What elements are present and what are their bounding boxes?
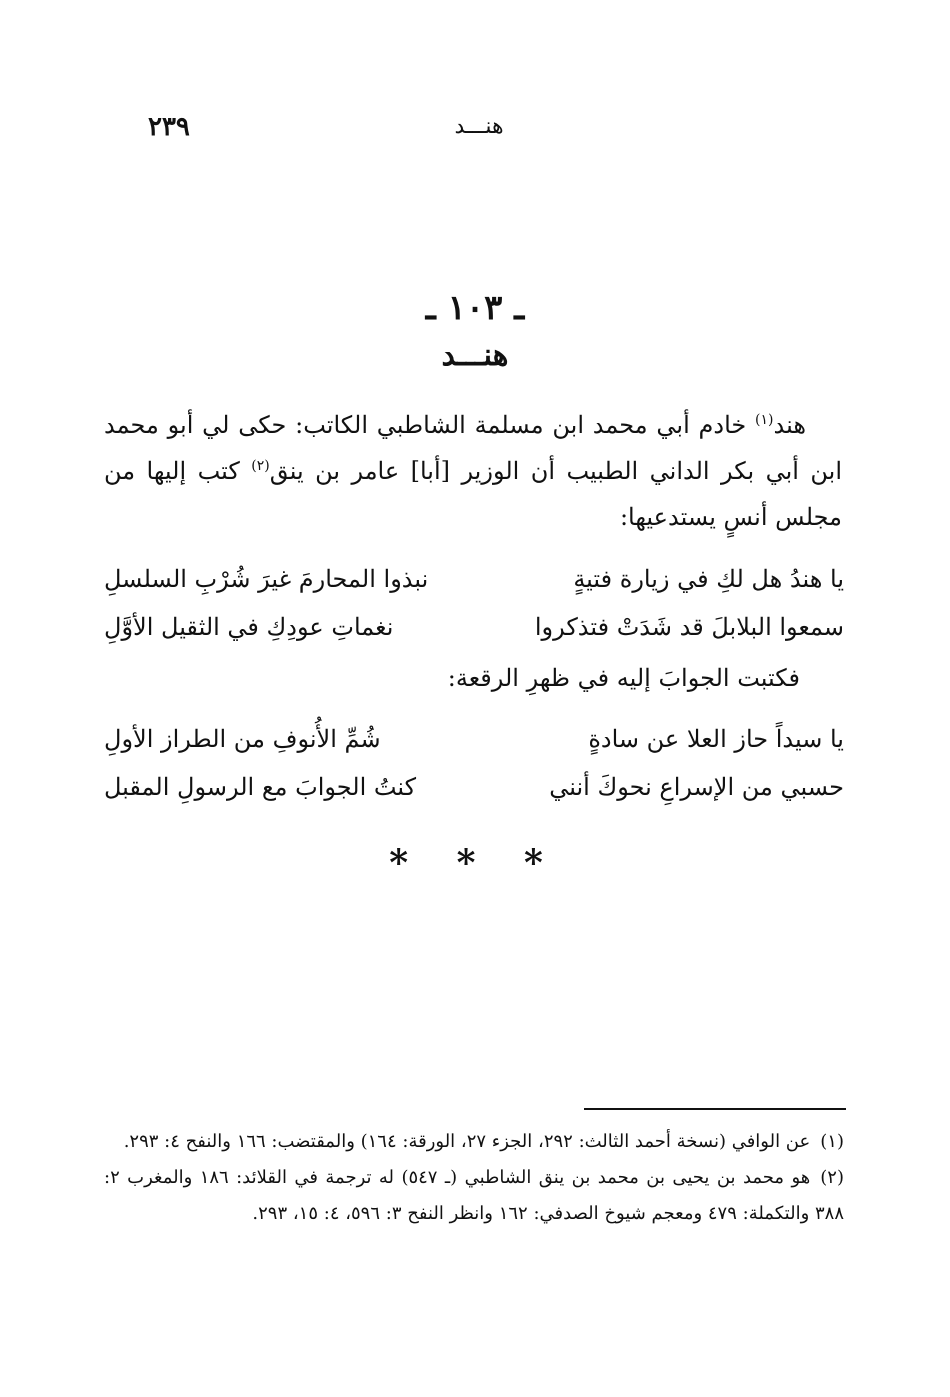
footnote-text: عن الوافي (نسخة أحمد الثالث: ٢٩٢، الجزء ٢٧، الورقة: ١٦٤) والمقتضب: ١٦٦ والنفح ٤: ٢٩٣. xyxy=(123,1131,811,1152)
footnote-number: (١) xyxy=(820,1131,844,1152)
verse-line xyxy=(104,763,844,811)
poem-1 xyxy=(104,555,844,651)
footnote-text: هو محمد بن يحيى بن محمد بن ينق الشاطبي (ـ ٥٤٧) له ترجمة في القلائد: ١٨٦ والمغرب ٢: ٣٨٨ والتكملة: ٤٧٩ ومعجم شيوخ الصدفي: ١٦٢ وانظر النفح ٣: ٥٩٦، ٤: ١٥، ٢٩٣. xyxy=(104,1167,844,1224)
running-head xyxy=(148,112,810,152)
footnote-rule xyxy=(584,1108,846,1110)
hemistich-second: نبذوا المحارمَ غيرَ شُرْبِ السلسلِ xyxy=(104,565,429,593)
hemistich-second: شُمِّ الأُنوفِ من الطراز الأولِ xyxy=(104,725,381,753)
intro-text-middle: خادم أبي محمد ابن مسلمة الشاطبي الكاتب: حكى لي أبو محمد ابن أبي بكر الداني الطبيب أن الوزير [أبا] عامر بن ينق xyxy=(104,411,842,485)
verse-line xyxy=(104,715,844,763)
footnote-number: (٢) xyxy=(820,1167,844,1188)
entry-title: هنـــد xyxy=(441,338,509,373)
verse-line xyxy=(104,603,844,651)
footnote-ref-2[interactable]: (٢) xyxy=(251,458,270,474)
footnotes xyxy=(104,1124,844,1232)
page-number: ٢٣٩ xyxy=(148,112,190,142)
section-separator: * * * xyxy=(389,842,561,884)
transition-line: فكتبت الجوابَ إليه في ظهرِ الرقعة: xyxy=(447,664,800,692)
hemistich-first: يا سيداً حاز العلا عن سادةٍ xyxy=(588,725,844,753)
running-title: هنـــد xyxy=(454,114,504,139)
verse-line xyxy=(104,555,844,603)
entry-number: ـ ١٠٣ ـ xyxy=(425,288,525,328)
hemistich-first: سمعوا البلابلَ قد شَدَتْ فتذكروا xyxy=(534,613,844,641)
hemistich-second: كنتُ الجوابَ مع الرسولِ المقبل xyxy=(104,773,417,801)
footnote-ref-1[interactable]: (١) xyxy=(755,412,774,428)
hemistich-first: يا هندُ هل لكِ في زيارة فتيةٍ xyxy=(573,565,844,593)
hemistich-first: حسبي من الإسراعِ نحوكَ أنني xyxy=(549,773,844,801)
intro-paragraph xyxy=(104,402,842,540)
footnote-1 xyxy=(104,1124,844,1160)
hemistich-second: نغماتِ عودِكِ في الثقيل الأوَّلِ xyxy=(104,613,394,641)
footnote-2 xyxy=(104,1160,844,1232)
intro-text-end: كتب إليها من مجلس أنسٍ يستدعيها: xyxy=(104,457,842,531)
intro-text-start: هند xyxy=(773,411,806,439)
poem-2 xyxy=(104,715,844,811)
